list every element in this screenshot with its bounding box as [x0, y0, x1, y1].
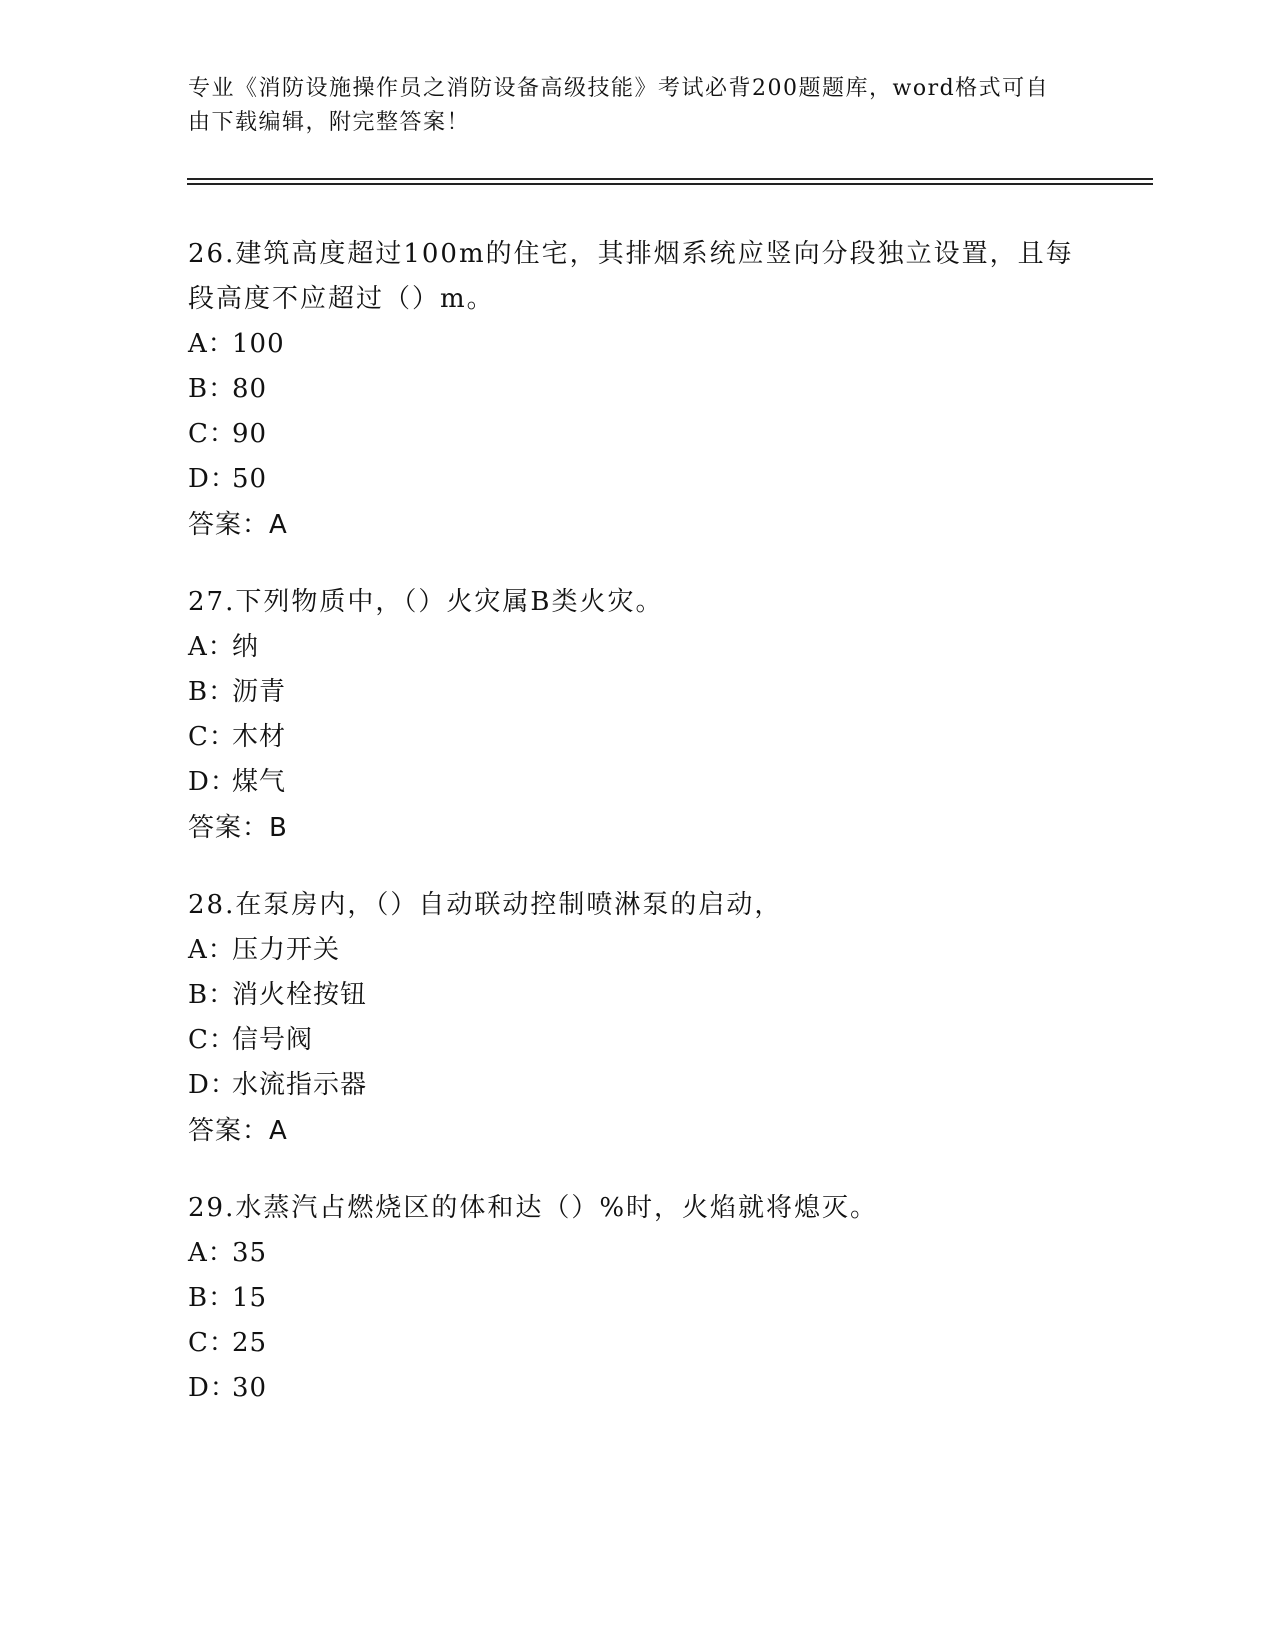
option-text: 100 — [232, 329, 285, 359]
option-text: 80 — [232, 374, 268, 404]
option-key: A： — [188, 632, 235, 662]
option-c — [188, 412, 1088, 457]
option-c — [188, 715, 1088, 760]
answer-line: 答案：A — [188, 510, 288, 540]
option-text: 50 — [232, 464, 268, 494]
option-d — [188, 1063, 1088, 1108]
option-b — [188, 1276, 1088, 1321]
header-divider-top — [187, 178, 1153, 180]
option-key: C： — [188, 419, 236, 449]
option-key: A： — [188, 1238, 235, 1268]
option-text: 水流指示器 — [232, 1070, 368, 1100]
question-stem: 29.水蒸汽占燃烧区的体和达（）%时，火焰就将熄灭。 — [188, 1193, 879, 1223]
option-key: D： — [188, 464, 237, 494]
option-a — [188, 1231, 1088, 1276]
option-key: A： — [188, 935, 235, 965]
question-item — [188, 1186, 1088, 1411]
option-b — [188, 670, 1088, 715]
option-key: B： — [188, 677, 236, 707]
question-stem: 28.在泵房内，（）自动联动控制喷淋泵的启动， — [188, 890, 783, 920]
option-text: 信号阀 — [232, 1025, 314, 1055]
option-key: B： — [188, 1283, 236, 1313]
option-text: 30 — [232, 1373, 268, 1403]
option-key: C： — [188, 1025, 236, 1055]
option-d — [188, 457, 1088, 502]
option-text: 煤气 — [232, 767, 287, 797]
option-key: C： — [188, 1328, 236, 1358]
option-text: 木材 — [232, 722, 287, 752]
option-text: 消火栓按钮 — [232, 980, 368, 1010]
option-text: 压力开关 — [232, 935, 341, 965]
option-key: A： — [188, 329, 235, 359]
option-key: B： — [188, 374, 236, 404]
option-text: 90 — [232, 419, 268, 449]
question-stem: 27.下列物质中，（）火灾属B类火灾。 — [188, 587, 664, 617]
option-a — [188, 625, 1088, 670]
question-stem: 26.建筑高度超过100m的住宅，其排烟系统应竖向分段独立设置，且每段高度不应超过（）m。 — [188, 239, 1074, 314]
header-divider-bottom — [187, 183, 1153, 185]
option-key: C： — [188, 722, 236, 752]
option-key: D： — [188, 767, 237, 797]
option-b — [188, 973, 1088, 1018]
option-text: 35 — [232, 1238, 268, 1268]
option-c — [188, 1018, 1088, 1063]
question-list — [188, 232, 1088, 1443]
question-item — [188, 883, 1088, 1154]
option-key: B： — [188, 980, 236, 1010]
option-text: 25 — [232, 1328, 268, 1358]
answer-line: 答案：A — [188, 1116, 288, 1146]
question-item — [188, 232, 1088, 548]
option-key: D： — [188, 1070, 237, 1100]
question-item — [188, 580, 1088, 851]
document-header: 专业《消防设施操作员之消防设备高级技能》考试必背200题题库，word格式可自由下载编辑，附完整答案！ — [188, 76, 1050, 135]
option-text: 15 — [232, 1283, 268, 1313]
option-a — [188, 928, 1088, 973]
option-b — [188, 367, 1088, 412]
option-a — [188, 322, 1088, 367]
option-text: 沥青 — [232, 677, 287, 707]
option-key: D： — [188, 1373, 237, 1403]
option-text: 纳 — [232, 632, 260, 662]
option-c — [188, 1321, 1088, 1366]
option-d — [188, 760, 1088, 805]
option-d — [188, 1366, 1088, 1411]
answer-line: 答案：B — [188, 813, 288, 843]
